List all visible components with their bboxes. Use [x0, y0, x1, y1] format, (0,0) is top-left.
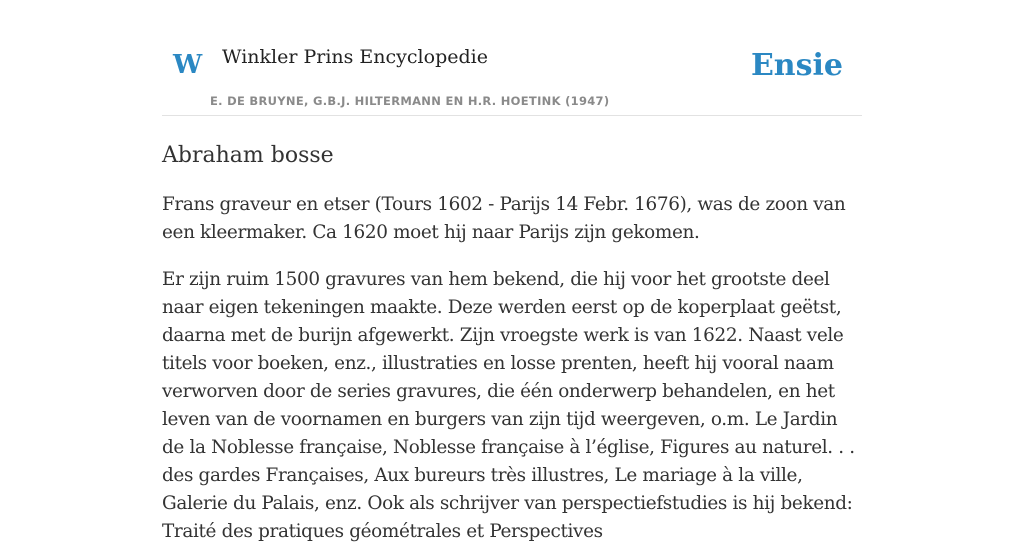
source-header — [162, 0, 862, 116]
brand-logo-link[interactable]: Ensie — [750, 48, 843, 83]
page — [162, 0, 862, 546]
source-authors: E. DE BRUYNE, G.B.J. HILTERMANN EN H.R. HOETINK (1947) — [210, 94, 610, 108]
article-title: Abraham bosse — [162, 143, 334, 168]
source-title[interactable]: Winkler Prins Encyclopedie — [222, 46, 488, 68]
article-paragraph: Frans graveur en etser (Tours 1602 - Parijs 14 Febr. 1676), was de zoon van een kleermaker. Ca 1620 moet hij naar Parijs zijn gekomen. — [162, 193, 846, 243]
article-body — [162, 191, 862, 546]
source-logo-icon: W — [173, 50, 203, 80]
article-paragraph: Er zijn ruim 1500 gravures van hem bekend, die hij voor het grootste deel naar eigen tekeningen maakte. Deze werden eerst op de koperplaat geëtst, daarna met de burijn afgewerkt. Zijn vroegste werk is van 1622. Naast vele titels voor boeken, enz., illustraties en losse prenten, heeft hij vooral naam verworven door de series gravures, die één onderwerp behandelen, en het leven van de voornamen en burgers van zijn tijd weergeven, o.m. Le Jardin de la Noblesse française, Noblesse française à l’église, Figures au naturel. . . des gardes Françaises, Aux bureurs très illustres, Le mariage à la ville, Galerie du Palais, enz. Ook als schrijver van perspectiefstudies is hij bekend: Traité des pratiques géométrales et Perspectives — [162, 268, 855, 542]
